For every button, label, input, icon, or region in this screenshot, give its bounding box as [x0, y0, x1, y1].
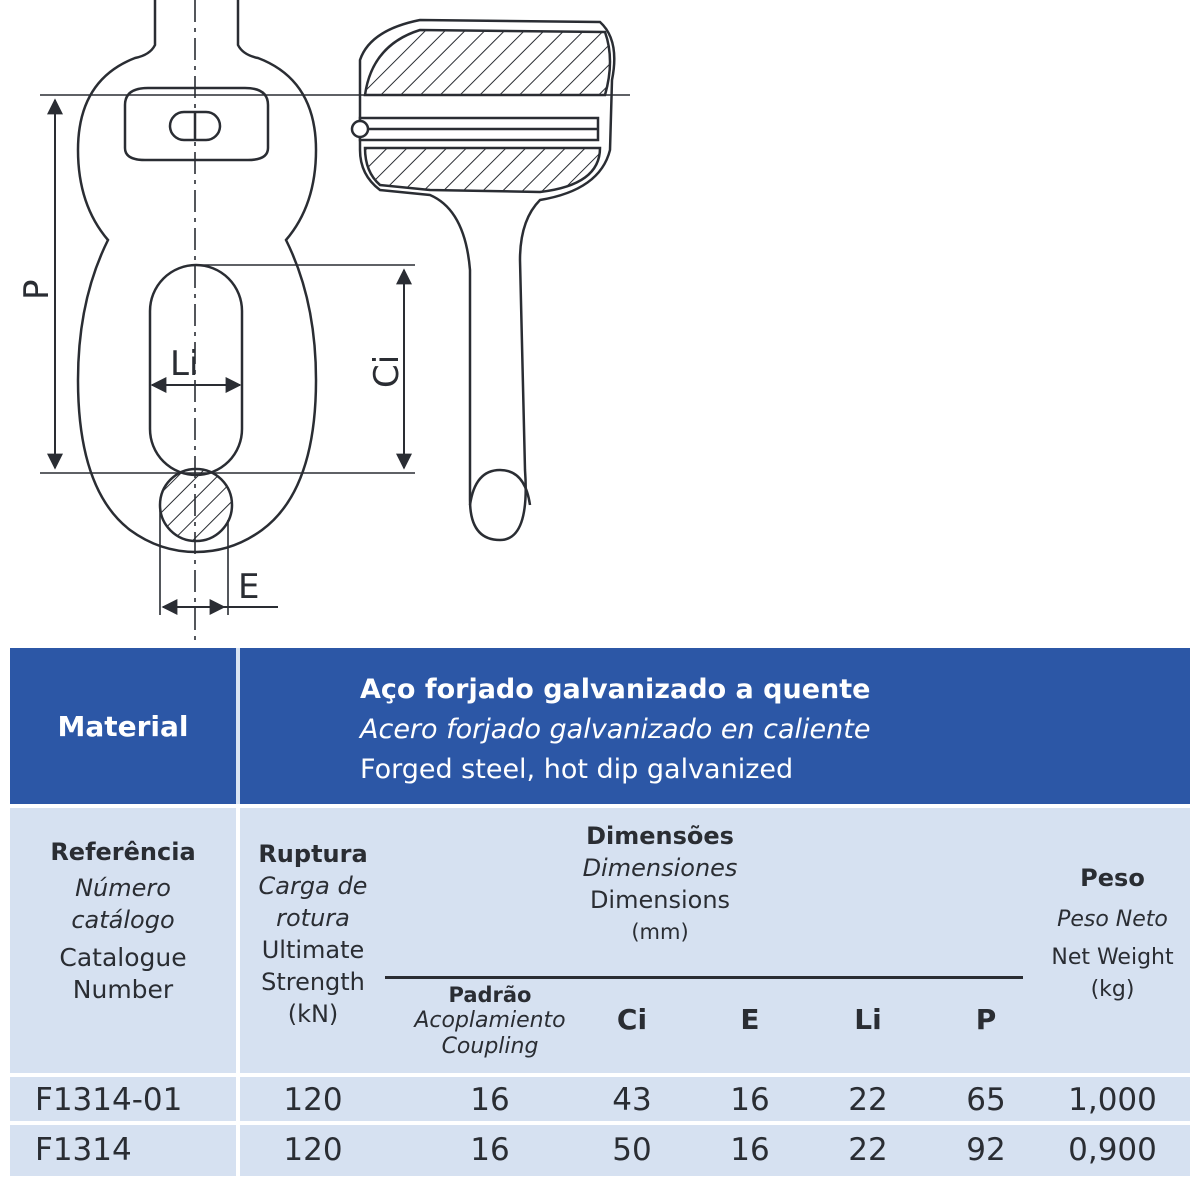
material-label: Material	[57, 709, 189, 743]
dimensions-unit: (mm)	[631, 920, 689, 944]
header-weight	[1035, 862, 1190, 1006]
cell-p: 92	[966, 1132, 1006, 1168]
spec-table	[10, 648, 1190, 1176]
cell-ci: 43	[612, 1082, 652, 1118]
rupture-unit: (kN)	[287, 1000, 339, 1028]
dim-label-e: E	[238, 567, 260, 607]
header-ci: Ci	[616, 1003, 648, 1036]
cell-ci: 50	[612, 1132, 652, 1168]
rupture-en: Ultimate Strength	[261, 936, 365, 996]
header-reference	[10, 836, 236, 1006]
header-li: Li	[854, 1003, 882, 1036]
cell-weight: 0,900	[1068, 1132, 1157, 1168]
reference-es: Número catálogo	[71, 874, 175, 934]
cell-li: 22	[848, 1082, 888, 1118]
material-separator	[236, 648, 240, 804]
cell-e: 16	[730, 1132, 770, 1168]
header-e: E	[740, 1003, 760, 1036]
weight-pt: Peso	[1080, 864, 1145, 892]
header-coupling	[390, 982, 590, 1060]
dim-label-ci: Ci	[367, 354, 407, 388]
material-en: Forged steel, hot dip galvanized	[360, 754, 794, 785]
reference-pt: Referência	[50, 838, 196, 866]
cell-rupture: 120	[283, 1132, 343, 1168]
dimensions-pt: Dimensões	[586, 822, 734, 850]
cell-ref: F1314	[35, 1132, 132, 1168]
material-pt: Aço forjado galvanizado a quente	[360, 674, 871, 705]
cell-li: 22	[848, 1132, 888, 1168]
dimensions-underline	[385, 976, 1023, 979]
rupture-pt: Ruptura	[258, 840, 368, 868]
header-dimensions	[490, 820, 830, 948]
weight-es: Peso Neto	[1057, 907, 1168, 932]
row-divider	[10, 1073, 1190, 1077]
material-description	[360, 670, 870, 790]
cell-rupture: 120	[283, 1082, 343, 1118]
dim-label-li: Li	[170, 344, 199, 384]
material-row	[10, 648, 1190, 804]
header-rupture	[242, 838, 384, 1030]
weight-unit: (kg)	[1090, 977, 1135, 1002]
material-es: Acero forjado galvanizado en caliente	[360, 714, 871, 745]
weight-en: Net Weight	[1051, 945, 1174, 970]
rupture-es: Carga de rotura	[258, 872, 368, 932]
socket-slot	[125, 88, 268, 160]
link-side-outline	[360, 20, 614, 540]
coupling-pt: Padrão	[448, 983, 532, 1007]
coupling-es: Acoplamiento	[414, 1008, 566, 1033]
cell-p: 65	[966, 1082, 1006, 1118]
cell-coupling: 16	[470, 1132, 510, 1168]
dimensions-es: Dimensiones	[582, 854, 738, 882]
dim-label-p: P	[17, 279, 57, 300]
wire-section	[160, 469, 232, 541]
header-p: P	[975, 1003, 997, 1036]
cell-ref: F1314-01	[35, 1082, 183, 1118]
dimensions-en: Dimensions	[589, 886, 731, 914]
cell-e: 16	[730, 1082, 770, 1118]
cell-coupling: 16	[470, 1082, 510, 1118]
coupling-en: Coupling	[441, 1034, 539, 1059]
cell-weight: 1,000	[1068, 1082, 1157, 1118]
column-divider	[236, 808, 240, 1176]
reference-en: Catalogue Number	[59, 943, 187, 1004]
